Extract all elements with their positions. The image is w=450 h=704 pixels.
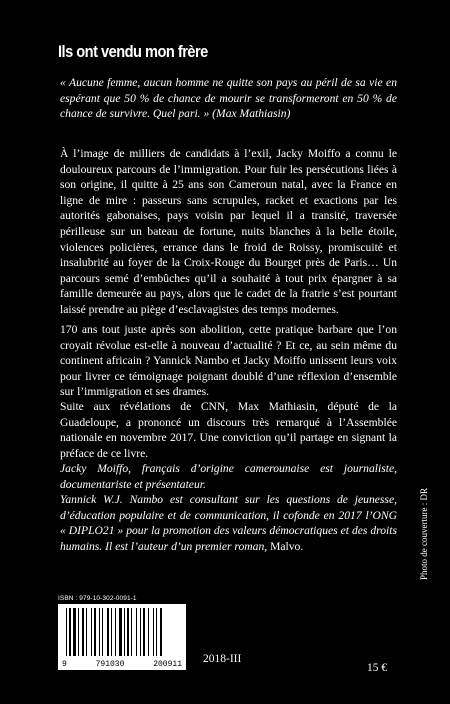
epigraph-quote: [60, 75, 397, 122]
barcode-digit-left: 791030: [95, 660, 125, 669]
paragraph-text: Suite aux révélations de CNN, Max Mathiasin, député de la Guadeloupe, a prononcé un discours très remarqué à l’Assemblée nationale en novembre 2017. Une conviction qu’il partage en signant la préface de ce livre.: [60, 400, 397, 460]
paragraph-text: 170 ans tout juste après son abolition, cette pratique barbare que l’on croyait révolue est-elle à nouveau d’actualité ? Et ce, au sein même du continent africain ? Yannick Nambo et Jacky Moiffo unissent leurs voix pour livrer ce témoignage poignant doublé d’une réflexion d’ensemble sur l’immigration et ses drames.: [60, 323, 397, 399]
isbn-label: ISBN : 979-10-302-0091-1: [58, 595, 137, 602]
barcode: [58, 604, 186, 670]
edition-code: 2018-III: [203, 653, 242, 665]
author-bios: [60, 461, 397, 555]
barcode-digit-prefix: 9: [62, 660, 67, 669]
barcode-digit-right: 200911: [153, 660, 182, 669]
summary-paragraph-1: [60, 146, 397, 318]
barcode-bars-icon: [64, 608, 180, 660]
novel-title: Malvo.: [270, 539, 304, 553]
barcode-digits: [58, 660, 186, 669]
bio-nambo: [60, 492, 397, 554]
summary-paragraph-2: [60, 322, 397, 400]
barcode-area: [58, 595, 186, 670]
summary-paragraph-3: [60, 399, 397, 461]
photo-credit: Photo de couverture : DR: [419, 488, 429, 580]
paragraph-text: À l’image de milliers de candidats à l’exil, Jacky Moiffo a connu le douloureux parcours de l’immigration. Pour fuir les persécutions liées à son origine, il quitte à 25 ans son Cameroun natal, avec la France en ligne de mire : passeurs sans scrupules, racket et exactions par les autorités gabonaises, pays voisin par lequel il a transité, traversée périlleuse sur un bateau de fortune, nuits blanches à la belle étoile, violences policières, errance dans le froid de Roissy, promiscuité et insalubrité au foyer de la Croix-Rouge du Bourget près de Paris… Un parcours semé d’embûches qu’il a souhaité à tout prix épargner à sa famille demeurée au pays, alors que le cadet de la fratrie s’est pourtant laissé prendre au piège d’esclavagistes des temps modernes.: [60, 147, 397, 316]
quote-text: « Aucune femme, aucun homme ne quitte son pays au péril de sa vie en espérant que 50 % de chance de mourir se transformeront en 50 % de chance de survivre. Quel pari. » (Max Mathiasin): [60, 76, 397, 121]
bio-nambo-text: Yannick W.J. Nambo est consultant sur les questions de jeunesse, d’éducation populaire et de communication, il cofonde en 2017 l’ONG « DIPLO21 » pour la promotion des valeurs démocratiques et des droits humains. Il est l’auteur d’un premier roman,: [60, 493, 397, 553]
price: 15 €: [367, 662, 388, 674]
book-title: Ils ont vendu mon frère: [58, 42, 208, 61]
bio-moiffo: Jacky Moiffo, français d’origine camerounaise est journaliste, documentariste et présentateur.: [60, 462, 397, 491]
